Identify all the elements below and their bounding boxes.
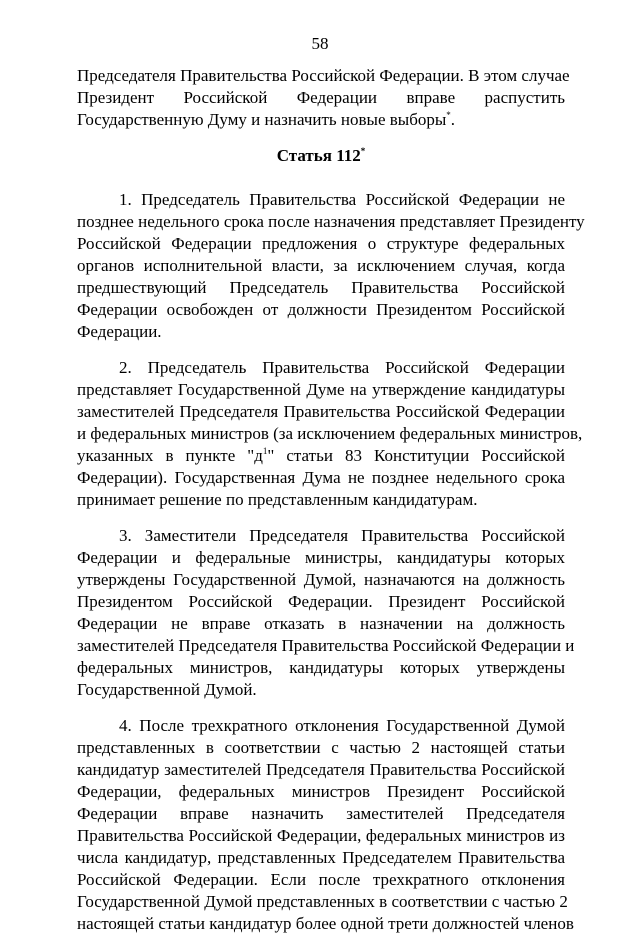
p4-line-9: Государственной Думой представленных в соответствии с частью 2: [77, 892, 568, 911]
intro-line-3: Государственную Думу и назначить новые выборы*.: [77, 110, 456, 129]
intro-line-1: Председателя Правительства Российской Федерации. В этом случае: [77, 66, 570, 85]
p3-line-8: Государственной Думой.: [77, 680, 257, 699]
page-number: 58: [311, 34, 329, 53]
p3-line-1: 3. Заместители Председателя Правительства Российской: [119, 526, 565, 545]
p3-line-4: Президентом Российской Федерации. Президент Российской: [77, 592, 565, 611]
p4-line-7: числа кандидатур, представленных Председателем Правительства: [77, 848, 565, 867]
p1-line-6: Федерации освобожден от должности Президентом Российской: [77, 300, 565, 319]
p4-line-10: настоящей статьи кандидатур более одной трети должностей членов: [77, 914, 574, 933]
p2-line-4: и федеральных министров (за исключением федеральных министров,: [77, 424, 583, 443]
p3-line-3: утверждены Государственной Думой, назначаются на должность: [77, 570, 565, 589]
p4-line-5: Федерации вправе назначить заместителей Председателя: [77, 804, 565, 823]
p4-line-6: Правительства Российской Федерации, федеральных министров из: [77, 826, 565, 845]
p4-line-2: представленных в соответствии с частью 2 настоящей статьи: [77, 738, 565, 757]
p1-line-3: Российской Федерации предложения о структуре федеральных: [77, 234, 565, 253]
p3-line-2: Федерации и федеральные министры, кандидатуры которых: [77, 548, 565, 567]
p4-line-4: Федерации, федеральных министров Президент Российской: [77, 782, 565, 801]
article-heading: Статья 112*: [276, 146, 366, 165]
p3-line-5: Федерации не вправе отказать в назначении на должность: [77, 614, 565, 633]
footnote-mark: *: [446, 110, 451, 120]
p4-line-1: 4. После трехкратного отклонения Государственной Думой: [119, 716, 565, 735]
p1-line-2: позднее недельного срока после назначения представляет Президенту: [77, 212, 585, 231]
heading-footnote-mark: *: [360, 146, 366, 156]
p3-line-7: федеральных министров, кандидатуры которых утверждены: [77, 658, 565, 677]
p2-line-2: представляет Государственной Думе на утверждение кандидатуры: [77, 380, 565, 399]
p2-line-1: 2. Председатель Правительства Российской Федерации: [119, 358, 565, 377]
p1-line-5: предшествующий Председатель Правительства Российской: [77, 278, 565, 297]
p2-line-5: указанных в пункте "$д^1$" статьи 83 Конституции Российской: [77, 446, 565, 465]
p4-line-3: кандидатур заместителей Председателя Правительства Российской: [77, 760, 565, 779]
p4-line-8: Российской Федерации. Если после трехкратного отклонения: [77, 870, 565, 889]
p2-line-3: заместителей Председателя Правительства Российской Федерации: [77, 402, 565, 421]
p3-line-6: заместителей Председателя Правительства Российской Федерации и: [77, 636, 575, 655]
p1-line-4: органов исполнительной власти, за исключением случая, когда: [77, 256, 565, 275]
p2-line-6: Федерации). Государственная Дума не позднее недельного срока: [77, 468, 565, 487]
p1-line-1: 1. Председатель Правительства Российской Федерации не: [119, 190, 565, 209]
p1-line-7: Федерации.: [77, 322, 162, 341]
p2-line-7: принимает решение по представленным кандидатурам.: [77, 490, 478, 509]
intro-line-2: Президент Российской Федерации вправе распустить: [77, 88, 565, 107]
p2-superscript: 1: [262, 446, 268, 456]
